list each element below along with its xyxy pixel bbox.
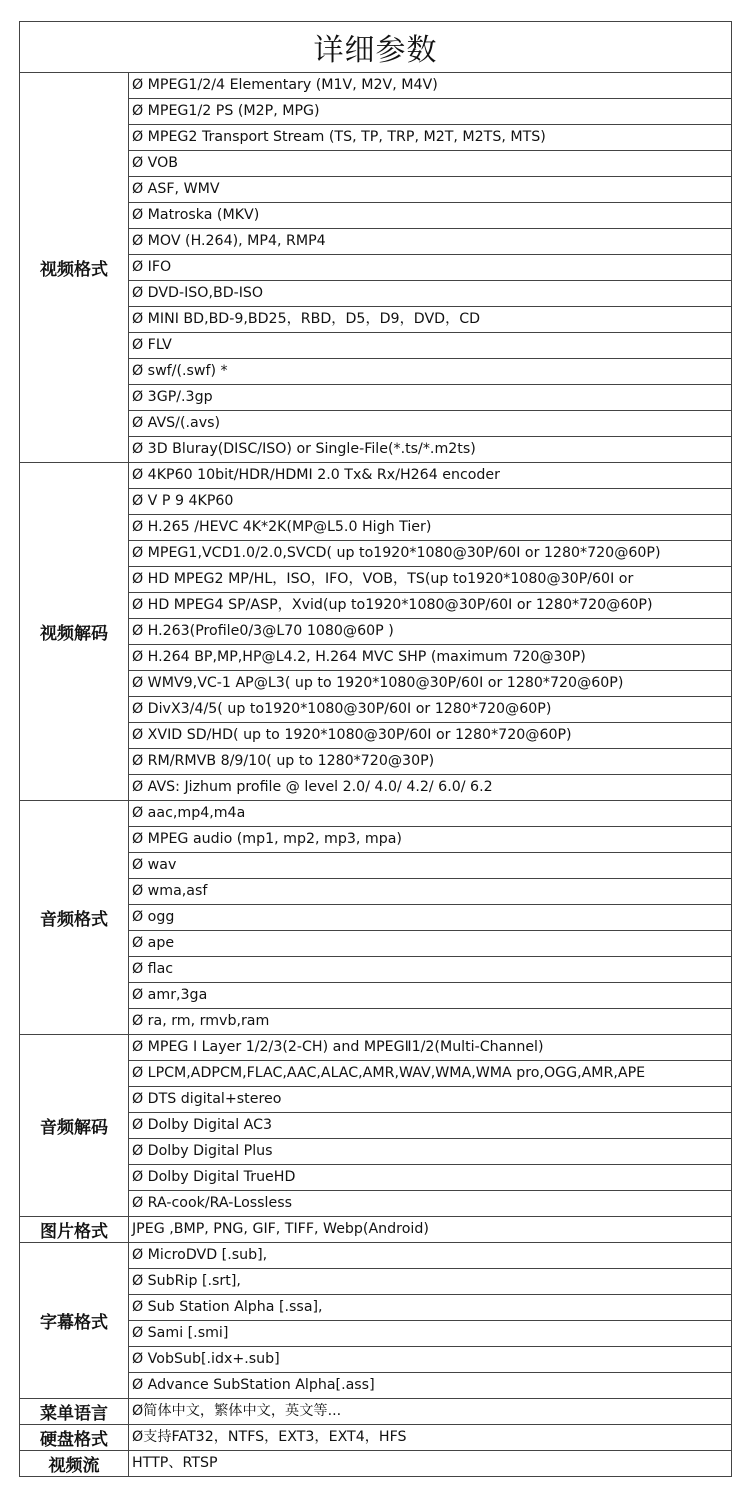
category-cell: 硬盘格式 xyxy=(20,1425,129,1451)
spec-item: Ø FLV xyxy=(129,333,732,359)
table-row xyxy=(20,73,732,99)
table-row xyxy=(20,1243,732,1269)
spec-item: Ø ra, rm, rmvb,ram xyxy=(129,1009,732,1035)
spec-item: JPEG ,BMP, PNG, GIF, TIFF, Webp(Android) xyxy=(129,1217,732,1243)
spec-item: Ø AVS: Jizhum profile @ level 2.0/ 4.0/ 4.2/ 6.0/ 6.2 xyxy=(129,775,732,801)
spec-item: Ø MPEG1/2 PS (M2P, MPG) xyxy=(129,99,732,125)
category-cell: 菜单语言 xyxy=(20,1399,129,1425)
spec-item: Ø支持FAT32，NTFS，EXT3，EXT4，HFS xyxy=(129,1425,732,1451)
category-cell: 音频格式 xyxy=(20,801,129,1035)
spec-item: Ø wav xyxy=(129,853,732,879)
spec-item: Ø WMV9,VC-1 AP@L3( up to 1920*1080@30P/60I or 1280*720@60P) xyxy=(129,671,732,697)
spec-item: Ø VOB xyxy=(129,151,732,177)
table-row xyxy=(20,1451,732,1477)
spec-item: Ø amr,3ga xyxy=(129,983,732,1009)
spec-item: Ø ape xyxy=(129,931,732,957)
spec-item: Ø XVID SD/HD( up to 1920*1080@30P/60I or 1280*720@60P) xyxy=(129,723,732,749)
spec-item: Ø AVS/(.avs) xyxy=(129,411,732,437)
spec-item: Ø MPEG I Layer 1/2/3(2-CH) and MPEGⅡ1/2(Multi-Channel) xyxy=(129,1035,732,1061)
category-cell: 视频格式 xyxy=(20,73,129,463)
table-row xyxy=(20,1399,732,1425)
spec-item: Ø RM/RMVB 8/9/10( up to 1280*720@30P) xyxy=(129,749,732,775)
spec-table-body xyxy=(20,22,732,1477)
spec-item: Ø MPEG1,VCD1.0/2.0,SVCD( up to1920*1080@30P/60I or 1280*720@60P) xyxy=(129,541,732,567)
table-row xyxy=(20,1035,732,1061)
spec-item: Ø aac,mp4,m4a xyxy=(129,801,732,827)
category-cell: 音频解码 xyxy=(20,1035,129,1217)
table-title: 详细参数 xyxy=(20,22,732,73)
category-cell: 视频解码 xyxy=(20,463,129,801)
spec-item: Ø Dolby Digital Plus xyxy=(129,1139,732,1165)
spec-item: Ø HD MPEG4 SP/ASP，Xvid(up to1920*1080@30P/60I or 1280*720@60P) xyxy=(129,593,732,619)
spec-item: Ø MPEG2 Transport Stream (TS, TP, TRP, M2T, M2TS, MTS) xyxy=(129,125,732,151)
spec-item: Ø 3D Bluray(DISC/ISO) or Single-File(*.ts/*.m2ts) xyxy=(129,437,732,463)
spec-item: Ø wma,asf xyxy=(129,879,732,905)
spec-item: Ø ogg xyxy=(129,905,732,931)
spec-item: Ø H.264 BP,MP,HP@L4.2, H.264 MVC SHP (maximum 720@30P) xyxy=(129,645,732,671)
category-cell: 视频流 xyxy=(20,1451,129,1477)
spec-table xyxy=(19,21,732,1477)
table-row xyxy=(20,1425,732,1451)
spec-item: Ø ASF, WMV xyxy=(129,177,732,203)
spec-item: Ø H.265 /HEVC 4K*2K(MP@L5.0 High Tier) xyxy=(129,515,732,541)
spec-item: Ø RA-cook/RA-Lossless xyxy=(129,1191,732,1217)
spec-item: Ø swf/(.swf) * xyxy=(129,359,732,385)
spec-item: Ø flac xyxy=(129,957,732,983)
spec-item: Ø Sub Station Alpha [.ssa], xyxy=(129,1295,732,1321)
title-row xyxy=(20,22,732,73)
spec-item: Ø MicroDVD [.sub], xyxy=(129,1243,732,1269)
spec-item: Ø Matroska (MKV) xyxy=(129,203,732,229)
spec-item: HTTP、RTSP xyxy=(129,1451,732,1477)
spec-item: Ø IFO xyxy=(129,255,732,281)
spec-item: Ø V P 9 4KP60 xyxy=(129,489,732,515)
spec-item: Ø MPEG audio (mp1, mp2, mp3, mpa) xyxy=(129,827,732,853)
spec-item: Ø MPEG1/2/4 Elementary (M1V, M2V, M4V) xyxy=(129,73,732,99)
spec-item: Ø MOV (H.264), MP4, RMP4 xyxy=(129,229,732,255)
spec-item: Ø SubRip [.srt], xyxy=(129,1269,732,1295)
spec-item: Ø Advance SubStation Alpha[.ass] xyxy=(129,1373,732,1399)
spec-item: Ø Dolby Digital AC3 xyxy=(129,1113,732,1139)
spec-item: Ø简体中文，繁体中文，英文等... xyxy=(129,1399,732,1425)
spec-item: Ø Dolby Digital TrueHD xyxy=(129,1165,732,1191)
spec-item: Ø H.263(Profile0/3@L70 1080@60P ) xyxy=(129,619,732,645)
spec-item: Ø 4KP60 10bit/HDR/HDMI 2.0 Tx& Rx/H264 encoder xyxy=(129,463,732,489)
table-row xyxy=(20,801,732,827)
table-row xyxy=(20,463,732,489)
category-cell: 字幕格式 xyxy=(20,1243,129,1399)
spec-item: Ø DTS digital+stereo xyxy=(129,1087,732,1113)
spec-item: Ø LPCM,ADPCM,FLAC,AAC,ALAC,AMR,WAV,WMA,WMA pro,OGG,AMR,APE xyxy=(129,1061,732,1087)
spec-item: Ø Sami [.smi] xyxy=(129,1321,732,1347)
spec-item: Ø MINI BD,BD-9,BD25，RBD，D5，D9，DVD，CD xyxy=(129,307,732,333)
category-cell: 图片格式 xyxy=(20,1217,129,1243)
spec-item: Ø 3GP/.3gp xyxy=(129,385,732,411)
spec-item: Ø DivX3/4/5( up to1920*1080@30P/60I or 1280*720@60P) xyxy=(129,697,732,723)
table-row xyxy=(20,1217,732,1243)
spec-item: Ø HD MPEG2 MP/HL，ISO，IFO，VOB，TS(up to1920*1080@30P/60I or xyxy=(129,567,732,593)
spec-item: Ø DVD-ISO,BD-ISO xyxy=(129,281,732,307)
spec-item: Ø VobSub[.idx+.sub] xyxy=(129,1347,732,1373)
